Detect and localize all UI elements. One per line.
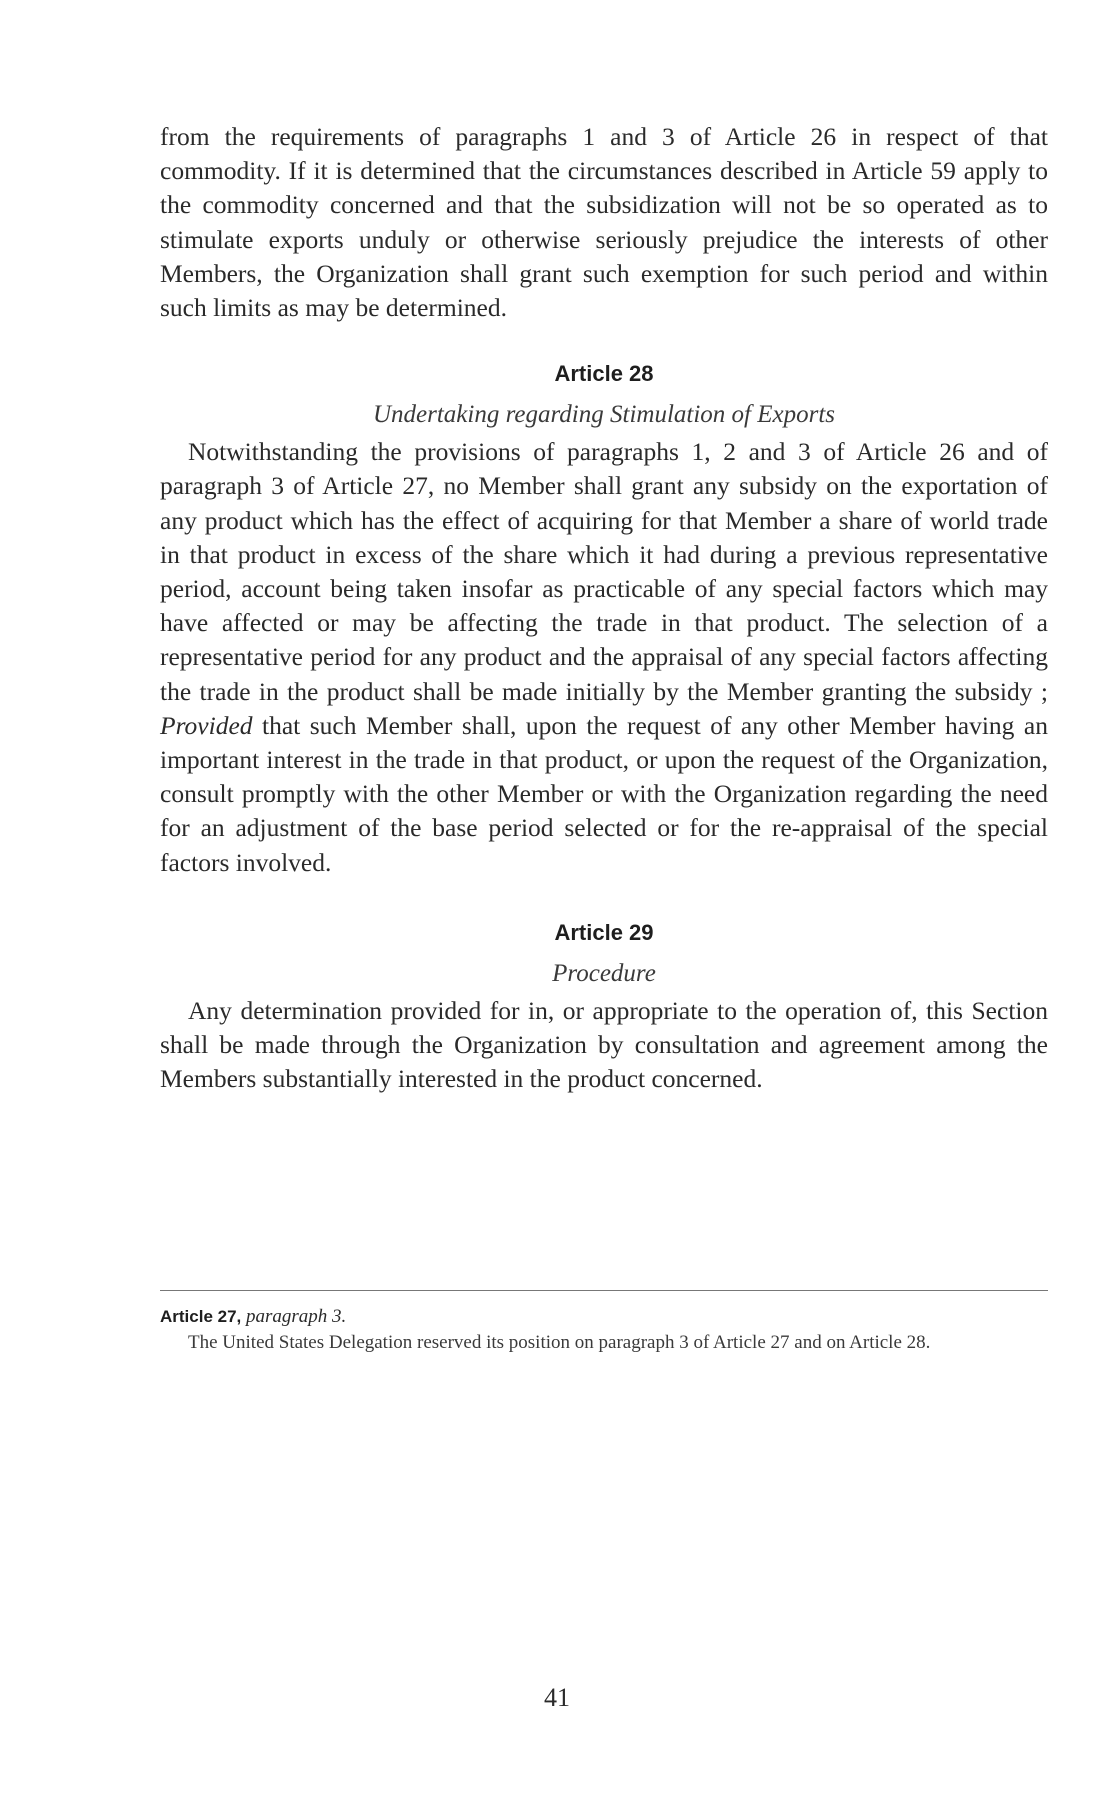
article-29-paragraph: Any determination provided for in, or appropriate to the operation of, this Section shall be made through the Organization by consultation and agreement among the Members substantially interested in the product concerned. [160, 995, 1048, 1094]
footnote-paragraph-label: paragraph 3. [246, 1306, 347, 1327]
article-28-subtitle: Undertaking regarding Stimulation of Exports [372, 401, 835, 429]
footnote-divider [160, 1290, 1048, 1291]
footnote-text: The United States Delegation reserved its position on paragraph 3 of Article 27 and on Article 28. [188, 1332, 931, 1353]
footnote-label [160, 1305, 1048, 1329]
article-28-text-after: that such Member shall, upon the request of any other Member having an important interest in the trade in that product, or upon the request of the Organization, consult promptly with the other Member or with the Organization regarding the need for an adjustment of the base period selected or for the re-appraisal of the special factors involved. [160, 710, 1048, 877]
provided-term: Provided [160, 710, 253, 740]
article-28-paragraph [160, 435, 1048, 880]
article-28-heading: Article 28 [554, 361, 654, 387]
footnote [160, 1305, 1048, 1355]
page-number: 41 [544, 1683, 570, 1712]
article-28-text-before: Notwithstanding the provisions of paragraphs 1, 2 and 3 of Article 26 and of paragraph 3 of Article 27, no Member shall grant any subsidy on the exportation of any product which has the effect of acquiring for that Member a share of world trade in that product in excess of the share which it had during a previous representative period, account being taken insofar as practicable of any special factors which may have affected or may be affecting the trade in that product. The selection of a representative period for any product and the appraisal of any special factors affecting the trade in the product shall be made initially by the Member granting the subsidy ; [160, 437, 1048, 706]
article-29-subtitle: Procedure [552, 959, 656, 987]
continuation-paragraph: from the requirements of paragraphs 1 and 3 of Article 26 in respect of that commodity. If it is determined that the circumstances described in Article 59 apply to the commodity concerned and that the subsidization will not be so operated as to stimulate exports unduly or otherwise seriously prejudice the interests of other Members, the Organization shall grant such exemption for such period and within such limits as may be determined. [160, 122, 1048, 323]
footnote-article-label: Article 27, [160, 1307, 242, 1326]
page-body [160, 120, 1048, 1096]
article-29-heading: Article 29 [554, 919, 654, 945]
